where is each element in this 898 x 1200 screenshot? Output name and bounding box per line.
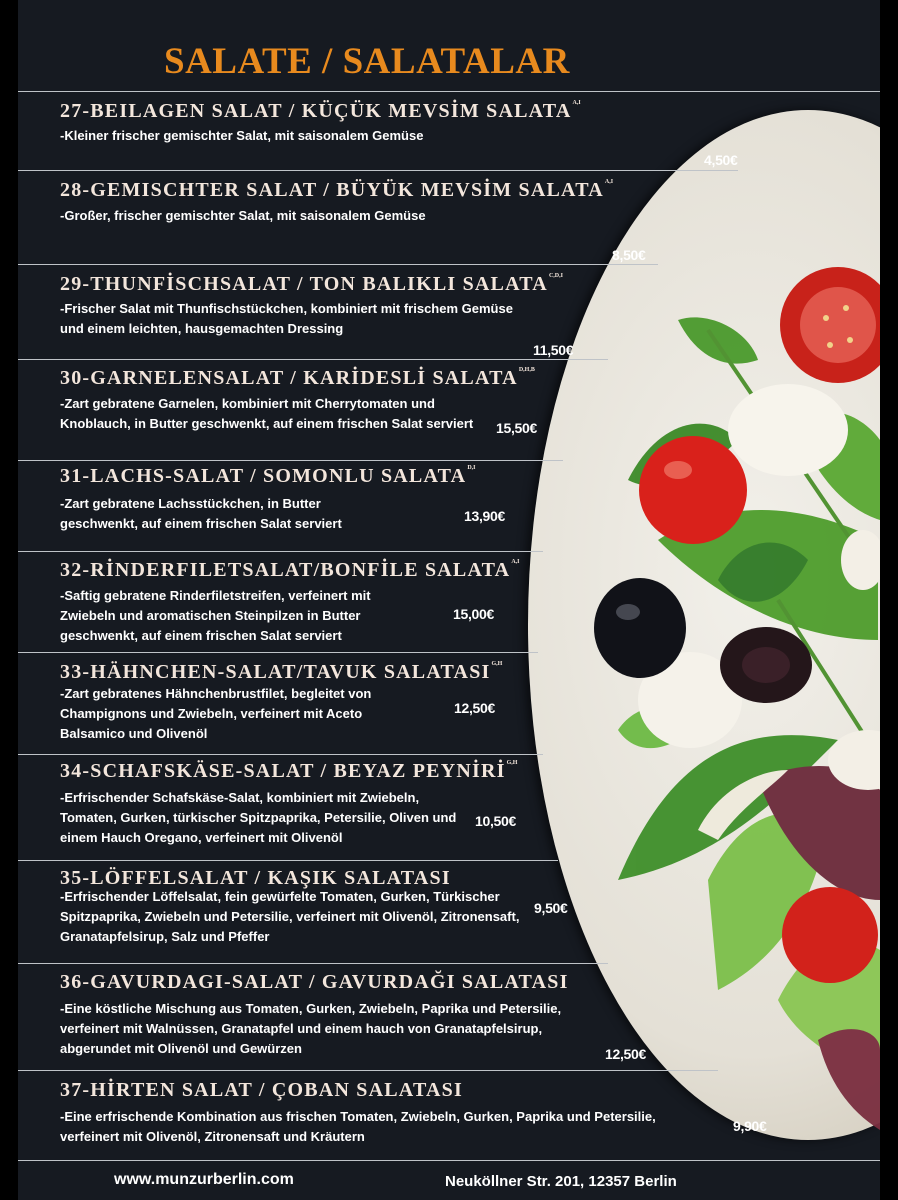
menu-item-price: 12,50€ [605, 1046, 647, 1062]
divider [18, 460, 563, 461]
divider [18, 1160, 880, 1161]
menu-item-price: 4,50€ [704, 152, 738, 168]
menu-item-price: 9,50€ [534, 900, 568, 916]
menu-item-price: 10,50€ [475, 813, 517, 829]
menu-item-price: 12,50€ [454, 700, 496, 716]
divider [18, 860, 558, 861]
menu-item-price: 15,50€ [496, 420, 538, 436]
menu-item-price: 15,00€ [453, 606, 495, 622]
divider [18, 652, 538, 653]
menu-item-name: 29-THUNFİSCHSALAT / TON BALIKLI $SALATA^{C,D,I}$ [60, 273, 563, 295]
menu-item-description: -Frischer Salat mit Thunfischstückchen, kombiniert mit frischem Gemüse und einem leichten, hausgemachten Dressing [60, 301, 513, 336]
divider [18, 754, 543, 755]
menu-item-name: 34-SCHAFSKÄSE-SALAT / BEYAZ $PEYNİRİ^{G,H}$ [60, 760, 518, 782]
divider [18, 91, 880, 92]
menu-item-name: 30-GARNELENSALAT / KARİDESLİ $SALATA^{D,H,B}$ [60, 367, 535, 389]
menu-item-price: 11,50€ [533, 342, 574, 358]
divider [18, 359, 608, 360]
menu-item-name: 28-GEMISCHTER SALAT / BÜYÜK MEVSİM $SALATA^{A,I}$ [60, 179, 614, 201]
menu-item-description: -Eine köstliche Mischung aus Tomaten, Gurken, Zwiebeln, Paprika und Petersilie, verfeinert mit Walnüssen, Granatapfel und einem hauch von Granatapfelsirup, abgerundet mit Olivenöl und Gewürzen [60, 1001, 562, 1056]
menu-item-price: 9,90€ [733, 1118, 767, 1134]
menu-item-name: 31-LACHS-SALAT / SOMONLU $SALATA^{D,I}$ [60, 465, 476, 487]
menu-item-description: -Saftig gebratene Rinderfiletstreifen, verfeinert mit Zwiebeln und aromatischen Steinpilzen in Butter geschwenkt, auf einem frischen Salat serviert [60, 588, 371, 643]
page-title: SALATE / SALATALAR [164, 41, 570, 82]
menu-item-description: -Zart gebratene Garnelen, kombiniert mit Cherrytomaten und Knoblauch, in Butter geschwenkt, auf einem frischen Salat serviert [60, 396, 474, 431]
menu-item-name: 32-RİNDERFILETSALAT/BONFİLE $SALATA^{A,I}$ [60, 559, 520, 581]
website-link[interactable]: www.munzurberlin.com [114, 1171, 294, 1188]
menu-item-name: 35-LÖFFELSALAT / KAŞIK SALATASI [60, 867, 451, 889]
menu-item-description: -Zart gebratenes Hähnchenbrustfilet, begleitet von Champignons und Zwiebeln, verfeinert mit Aceto Balsamico und Olivenöl [60, 686, 372, 741]
menu-item-price: 8,50€ [612, 247, 646, 263]
divider [18, 551, 543, 552]
menu-item-description: -Eine erfrischende Kombination aus frischen Tomaten, Zwiebeln, Gurken, Paprika und Petersilie, verfeinert mit Olivenöl, Zitronensaft und Kräutern [60, 1109, 656, 1144]
menu-item-description: -Großer, frischer gemischter Salat, mit saisonalem Gemüse [60, 208, 426, 223]
divider [18, 1070, 718, 1071]
menu-item-description: -Kleiner frischer gemischter Salat, mit saisonalem Gemüse [60, 128, 424, 143]
menu-page [18, 0, 880, 1200]
menu-item-name: 36-GAVURDAGI-SALAT / GAVURDAĞI SALATASI [60, 971, 569, 993]
menu-item-name: 33-HÄHNCHEN-SALAT/TAVUK $SALATASI^{G,H}$ [60, 661, 503, 683]
menu-item-name: 37-HİRTEN SALAT / ÇOBAN SALATASI [60, 1079, 463, 1101]
menu-item-description: -Erfrischender Schafskäse-Salat, kombiniert mit Zwiebeln, Tomaten, Gurken, türkischer Spitzpaprika, Petersilie, Oliven und einem Hauch Oregano, verfeinert mit Olivenöl [60, 790, 457, 845]
menu-item-price: 13,90€ [464, 508, 506, 524]
divider [18, 170, 738, 171]
menu-item-description: -Erfrischender Löffelsalat, fein gewürfelte Tomaten, Gurken, Türkischer Spitzpaprika, Zwiebeln und Petersilie, verfeinert mit Olivenöl, Zitronensaft, Granatapfelsirup, Salz und Pfeffer [60, 889, 520, 944]
divider [18, 264, 658, 265]
menu-item-name: 27-BEILAGEN SALAT / KÜÇÜK MEVSİM $SALATA^{A,I}$ [60, 100, 581, 122]
address: Neuköllner Str. 201, 12357 Berlin [445, 1173, 677, 1190]
divider [18, 963, 608, 964]
menu-item-description: -Zart gebratene Lachsstückchen, in Butter geschwenkt, auf einem frischen Salat serviert [60, 496, 342, 531]
